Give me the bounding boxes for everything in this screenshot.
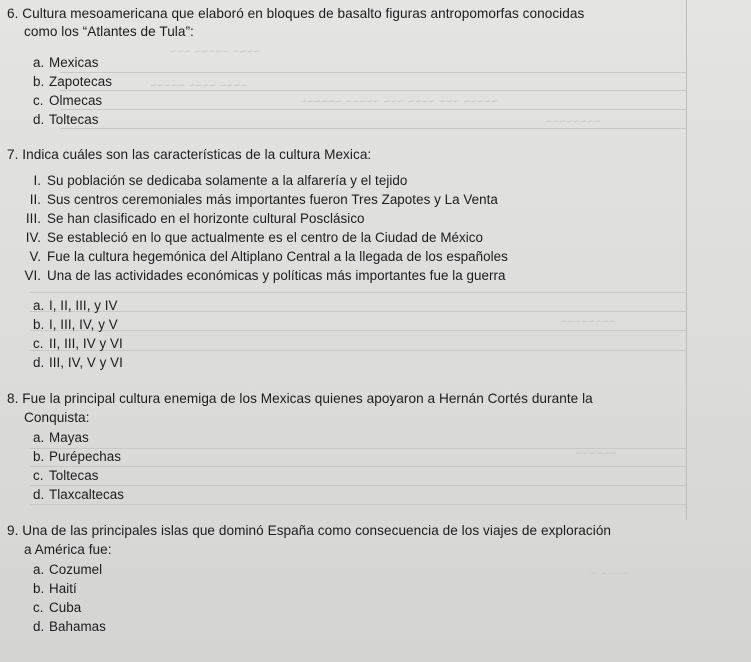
question-text: Cultura mesoamericana que elaboró en bloques de basalto figuras antropomorfas conocidas	[22, 6, 585, 21]
statement-iv: IV. Se estableció en lo que actualmente es el centro de la Ciudad de México	[25, 230, 484, 245]
option-d[interactable]: d. Tlaxcaltecas	[33, 487, 125, 502]
ruled-line	[30, 350, 686, 351]
ruled-line	[30, 311, 686, 312]
bleed-through-mark: ~~~~ ~~~~ ~~~~~	[150, 80, 248, 92]
statement-ii: II. Sus centros ceremoniales más importantes fueron Tres Zapotes y La Venta	[29, 192, 498, 207]
question-text: Una de las principales islas que dominó España como consecuencia de los viajes de exploración	[22, 523, 612, 538]
question-text: Fue la principal cultura enemiga de los Mexicas quienes apoyaron a Hernán Cortés durante la	[22, 391, 593, 406]
bleed-through-mark: ~~~~~~	[575, 448, 617, 460]
option-b[interactable]: b. I, III, IV, y V	[33, 317, 118, 332]
ruled-line	[60, 109, 686, 110]
ruled-line	[30, 330, 686, 331]
bleed-through-mark: ~~~~ ~	[590, 568, 629, 580]
bleed-through-mark: ~~~~~~~~	[560, 316, 616, 328]
question-9-prompt-line-2: a América fue:	[24, 542, 112, 557]
option-d[interactable]: d. Bahamas	[33, 619, 106, 634]
question-6-prompt-line-1	[7, 6, 584, 22]
option-b[interactable]: b. Haití	[33, 581, 77, 596]
bleed-through-mark: ~~~~~ ~~~ ~~~~ ~~~ ~~~~~ ~~~~~~	[300, 96, 498, 108]
statement-v: V. Fue la cultura hegemónica del Altiplano Central a la llegada de los españoles	[29, 249, 508, 264]
option-a[interactable]: a. Cozumel	[33, 562, 103, 577]
option-a[interactable]: a. Mexicas	[33, 55, 99, 70]
ruled-line	[60, 128, 686, 129]
question-7-prompt	[7, 147, 371, 163]
option-d[interactable]: d. Toltecas	[33, 112, 99, 127]
option-a[interactable]: a. Mayas	[33, 430, 89, 445]
statement-i: I. Su población se dedicaba solamente a la alfarería y el tejido	[33, 173, 408, 188]
option-c[interactable]: c. Cuba	[33, 600, 82, 615]
option-b[interactable]: b. Zapotecas	[33, 74, 112, 89]
question-number: 6.	[7, 6, 19, 21]
question-number: 8.	[7, 391, 19, 406]
statement-iii: III. Se han clasificado en el horizonte cultural Posclásico	[25, 211, 365, 226]
option-a[interactable]: a. I, II, III, y IV	[33, 298, 118, 313]
ruled-line	[30, 466, 686, 467]
question-8-prompt-line-1	[7, 391, 593, 407]
question-number: 9.	[7, 523, 19, 538]
ruled-line	[60, 72, 686, 73]
question-6-prompt-line-2: como los “Atlantes de Tula”:	[24, 24, 194, 39]
ruled-line	[30, 292, 686, 293]
statement-vi: VI. Una de las actividades económicas y políticas más importantes fue la guerra	[24, 268, 506, 283]
column-divider	[686, 0, 687, 520]
option-c[interactable]: c. II, III, IV y VI	[33, 336, 123, 351]
ruled-line	[30, 504, 686, 505]
question-text: Indica cuáles son las características de la cultura Mexica:	[22, 147, 372, 162]
option-c[interactable]: c. Olmecas	[33, 93, 103, 108]
option-d[interactable]: d. III, IV, V y VI	[33, 355, 123, 370]
question-number: 7.	[7, 147, 19, 162]
question-8-prompt-line-2: Conquista:	[24, 410, 90, 425]
ruled-line	[30, 485, 686, 486]
option-c[interactable]: c. Toltecas	[33, 468, 99, 483]
bleed-through-mark: ~~~~~~~~	[545, 116, 601, 128]
question-9-prompt-line-1	[7, 523, 611, 539]
option-b[interactable]: b. Purépechas	[33, 449, 121, 464]
bleed-through-mark: ~~~~ ~~~~~ ~~~	[170, 46, 261, 58]
